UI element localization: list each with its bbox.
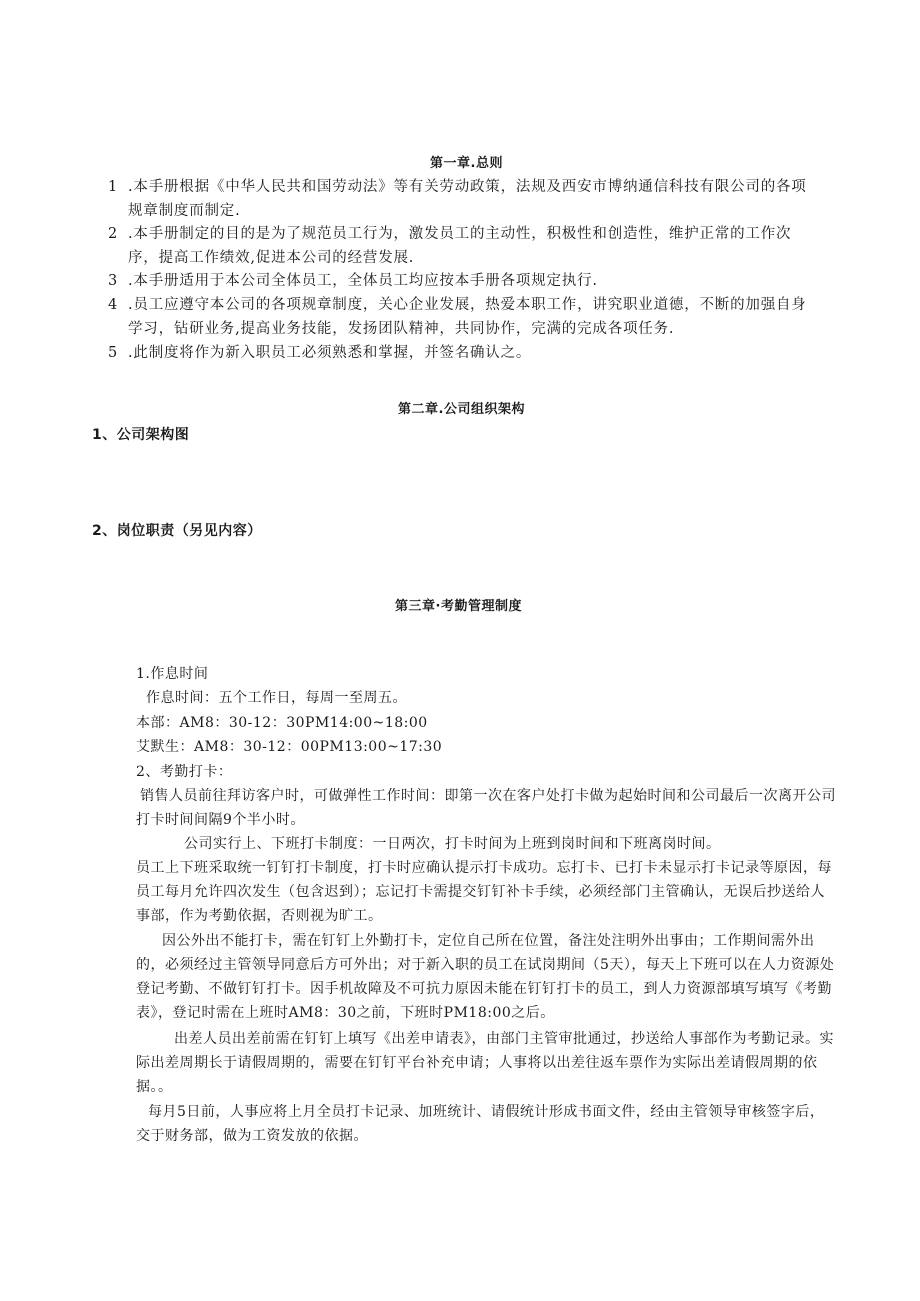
paragraph: 销售人员前往拜访客户时，可做弹性工作时间：即第一次在客户处打卡做为起始时间和公司最后一次离开公司打卡时间间隔9个半小时。 <box>136 788 836 828</box>
list-item-text: .本手册适用于本公司全体员工，全体员工均应按本手册各项规定执行. <box>128 273 598 289</box>
list-item-text: .本手册根据《中华人民共和国劳动法》等有关劳动政策，法规及西安市博纳通信科技有限公司的各项规章制度而制定. <box>128 179 807 219</box>
paragraph: 出差人员出差前需在钉钉上填写《出差申请表》，由部门主管审批通过，抄送给人事部作为考勤记录。实际出差周期长于请假周期的，需要在钉钉平台补充申请；人事将以出差往返车票作为实际出差请假周期的依据。。 <box>136 1031 834 1095</box>
hq-hours-text: 本部：AM8：30-12：30PM14:00~18:00 <box>136 715 428 731</box>
list-item-number: 4 <box>108 297 119 313</box>
paragraph: 每月5日前，人事应将上月全员打卡记录、加班统计、请假统计形成书面文件，经由主管领导审核签字后，交于财务部，做为工资发放的依据。 <box>136 1104 825 1144</box>
subheading-attendance: 2、考勤打卡： <box>136 764 233 780</box>
list-item <box>108 293 818 341</box>
subheading-work-hours: 1.作息时间 <box>136 666 209 682</box>
list-item <box>108 222 818 270</box>
list-item <box>108 341 818 365</box>
emerson-hours-text: 艾默生：AM8：30-12：00PM13:00~17:30 <box>136 739 443 755</box>
section-heading-org-chart: 1、公司架构图 <box>92 427 190 443</box>
chapter2-title: 第二章.公司组织架构 <box>398 402 525 417</box>
list-item-text: .此制度将作为新入职员工必须熟悉和掌握，并签名确认之。 <box>128 345 532 361</box>
chapter1-title: 第一章.总则 <box>430 156 503 171</box>
list-item <box>108 175 818 223</box>
list-item-number: 5 <box>108 345 119 361</box>
paragraph: 员工上下班采取统一钉钉打卡制度，打卡时应确认提示打卡成功。忘打卡、已打卡未显示打卡记录等原因，每员工每月允许四次发生（包含迟到）；忘记打卡需提交钉钉补卡手续，必须经部门主管确认，无误后抄送给人事部，作为考勤依据，否则视为旷工。 <box>136 860 832 924</box>
list-item-text: .本手册制定的目的是为了规范员工行为，激发员工的主动性，积极性和创造性，维护正常的工作次序，提高工作绩效,促进本公司的经营发展. <box>128 226 792 266</box>
list-item <box>108 269 818 293</box>
work-hours-text: 作息时间：五个工作日，每周一至周五。 <box>146 690 407 706</box>
chapter3-title: 第三章·考勤管理制度 <box>395 599 522 614</box>
list-item-number: 1 <box>108 179 119 195</box>
list-item-text: .员工应遵守本公司的各项规章制度，关心企业发展，热爱本职工作，讲究职业道德，不断的加强自身学习，钻研业务,提高业务技能，发扬团队精神，共同协作，完满的完成各项任务. <box>128 297 807 337</box>
list-item-number: 3 <box>108 273 119 289</box>
paragraph: 因公外出不能打卡，需在钉钉上外勤打卡，定位自己所在位置，备注处注明外出事由；工作期间需外出的，必须经过主管领导同意后方可外出；对于新入职的员工在试岗期间（5天），每天上下班可以在人力资源处登记考勤、不做钉钉打卡。因手机故障及不可抗力原因未能在钉钉打卡的员工，到人力资源部填写填写《考勤表》，登记时需在上班时AM8：30之前，下班时PM18:00之后。 <box>136 933 835 1021</box>
list-item-number: 2 <box>108 226 119 242</box>
section-heading-job-duties: 2、岗位职责（另见内容） <box>92 523 262 539</box>
paragraph: 公司实行上、下班打卡制度：一日两次，打卡时间为上班到岗时间和下班离岗时间。 <box>184 836 721 852</box>
